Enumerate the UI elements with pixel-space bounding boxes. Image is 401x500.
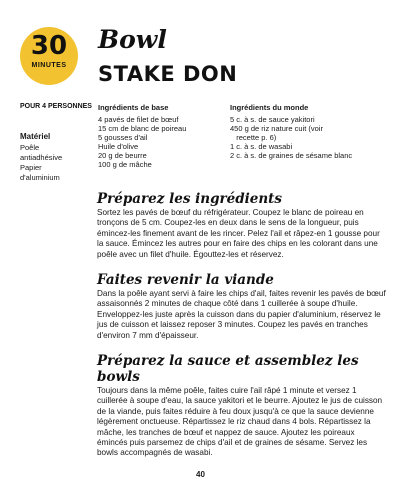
ingredients-monde	[230, 103, 380, 160]
step-body: Sortez les pavés de bœuf du réfrigérateur. Coupez le blanc de poireau en tronçons de 5 cm. Coupez-les en deux dans le sens de la longueur, puis émincez-les finement avant de les rincer. Pelez l'ail et râpez-en 1 gousse pour la sauce. Émincez les autres pour en faire des chips en les colorant dans une poêle avec un filet d'huile. Égouttez-les et réservez.	[97, 208, 380, 259]
ingredient-item: 15 cm de blanc de poireau	[98, 124, 187, 133]
time-value: 30	[30, 31, 68, 61]
recipe-title-script: Bowl	[98, 25, 167, 54]
ingredients-monde-title: Ingrédients du monde	[230, 103, 309, 112]
ingredient-item: 20 g de beurre	[98, 151, 147, 160]
materiel-item: Papier	[20, 163, 42, 172]
ingredient-item: 1 c. à s. de wasabi	[230, 142, 293, 151]
step-title: Faites revenir la viande	[97, 272, 274, 288]
ingredient-item: recette p. 6)	[230, 133, 277, 142]
step-section	[97, 191, 387, 260]
ingredients-base-title: Ingrédients de base	[98, 103, 169, 112]
materiel-item: antiadhésive	[20, 153, 63, 162]
time-badge	[20, 27, 78, 85]
ingredient-item: 2 c. à s. de graines de sésame blanc	[230, 151, 353, 160]
ingredients-base	[98, 103, 218, 169]
ingredient-item: 5 gousses d'ail	[98, 133, 148, 142]
page-number: 40	[196, 470, 205, 479]
step-section	[97, 353, 387, 459]
ingredient-item: 4 pavés de filet de bœuf	[98, 115, 179, 124]
step-title: Préparez les ingrédients	[97, 191, 283, 207]
ingredient-item: 100 g de mâche	[98, 160, 152, 169]
recipe-title: STAKE DON	[98, 62, 238, 86]
time-unit: MINUTES	[31, 62, 67, 69]
ingredient-item: Huile d'olive	[98, 142, 139, 151]
step-body: Dans la poêle ayant servi à faire les chips d'ail, faites revenir les pavés de bœuf assaisonnés 2 minutes de chaque côté dans 1 cuillerée à soupe d'huile. Enveloppez-les juste après la cuisson dans du papier d'aluminium, réservez le jus de cuisson et laissez reposer 3 minutes. Coupez les pavés en tranches d'environ 7 mm d'épaisseur.	[97, 289, 386, 340]
step-body: Toujours dans la même poêle, faites cuire l'ail râpé 1 minute et versez 1 cuillerée à soupe d'eau, la sauce yakitori et le beurre. Ajoutez le jus de cuisson de la viande, puis faites réduire à feu doux jusqu'à ce que la sauce devienne légèrement onctueuse. Répartissez le riz chaud dans 4 bols. Répartissez la mâche, les tranches de bœuf et nappez de sauce. Ajoutez les poireaux émincés puis parsemez de chips d'ail et de graines de sésame. Servez les bowls accompagnés de wasabi.	[97, 386, 383, 458]
servings-label: POUR 4 PERSONNES	[20, 103, 92, 110]
step-title: Préparez la sauce et assemblez les bowls	[97, 353, 359, 385]
materiel-title: Matériel	[20, 132, 51, 141]
ingredient-item: 5 c. à s. de sauce yakitori	[230, 115, 315, 124]
materiel-list	[20, 143, 62, 183]
materiel-item: d'aluminium	[20, 173, 60, 182]
step-section	[97, 272, 387, 341]
ingredient-item: 450 g de riz nature cuit (voir	[230, 124, 323, 133]
materiel-item: Poêle	[20, 143, 40, 152]
